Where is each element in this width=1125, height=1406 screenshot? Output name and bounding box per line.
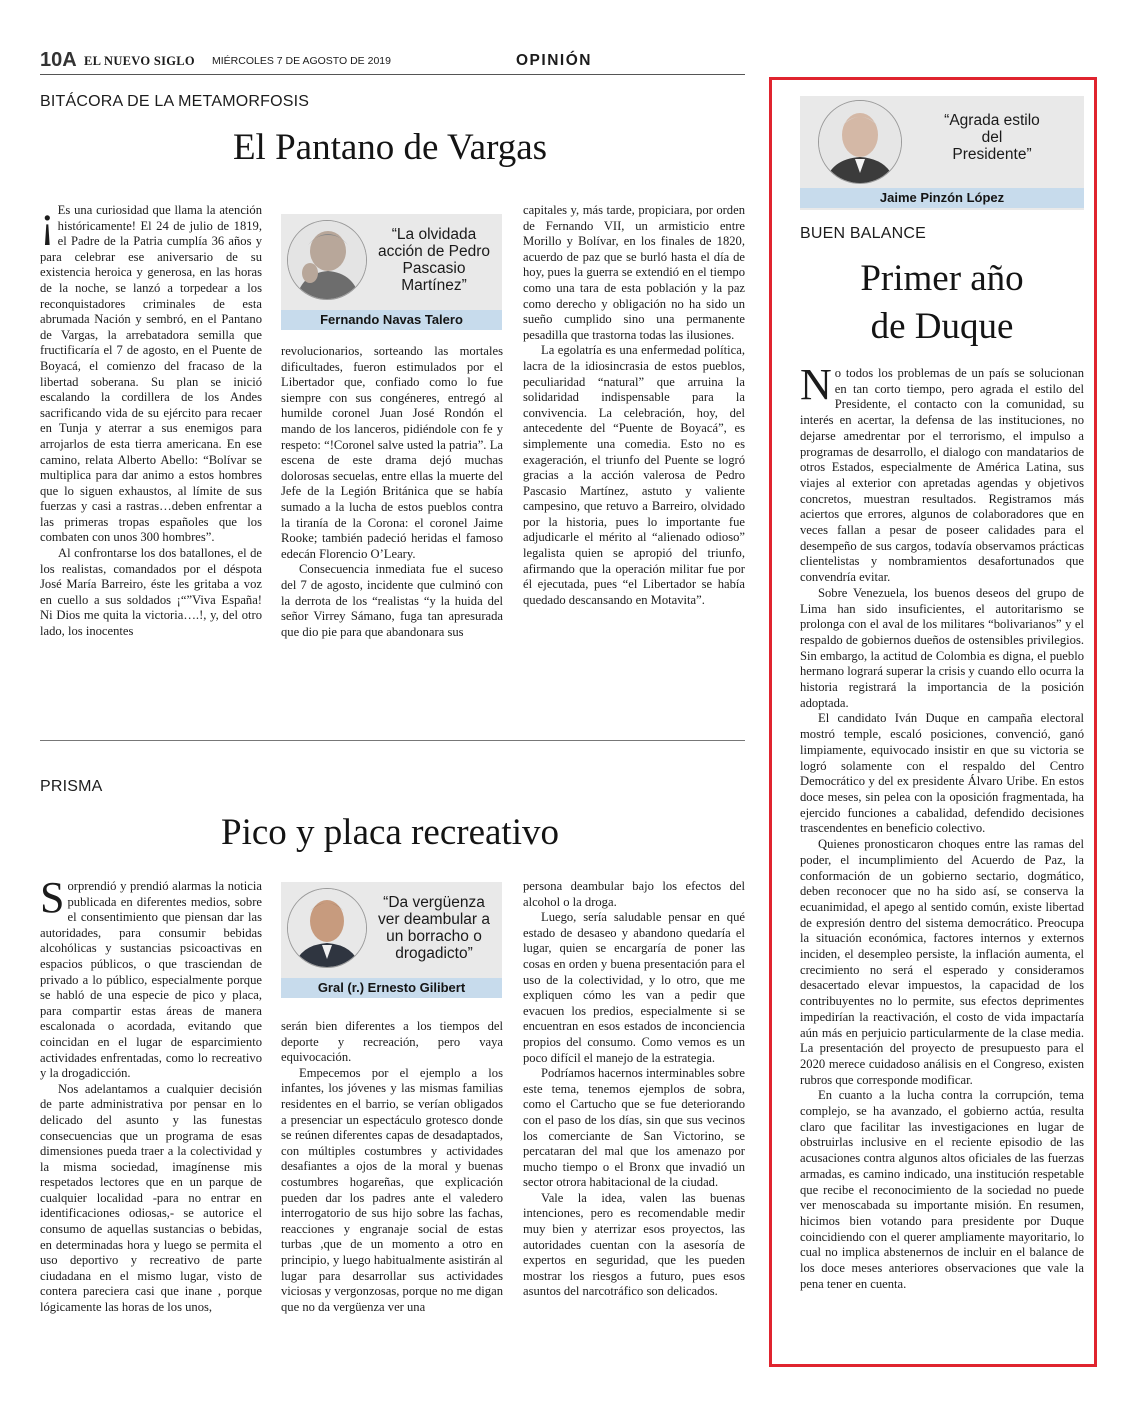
article2-col2-paragraph: serán bien diferentes a los tiempos del deporte y recreación, pero vaya equivocación.	[281, 1019, 503, 1065]
paper-name: EL NUEVO SIGLO	[84, 54, 195, 68]
masthead-rule	[40, 74, 745, 75]
article1-col1-paragraph: Es una curiosidad que llama la atención históricamente! El 24 de julio de 1819, el Padre de la Patria cumplía 36 años y para celebrar ese aniversario de su existencia heroica y generosa, en las horas de la noche, se lanzó a torpedear a los reconquistadores criminales de esta abrumada Nación y sembró, en el Pantano de Vargas, la arrebatadora semilla que fructificaría el 7 de agosto, en el Puente de Boyacá, el comienzo del fracaso de la libertad soberana. Su plan se inició escalando la cordillera de los Andes sacrificando vida de su ejército para recaer en Tunja y aterrar a sus enemigos para arrojarlos de esta tierra americana. En ese camino, relata Alberto Abello: “Bolívar se multiplica para dar animo a estos hombres que lo siguen exhaustos, al límite de sus fuerzas y casi a rastras…deben enfrentar a las primeras tropas españoles que los combaten con unos 300 hombres”.	[40, 203, 262, 545]
portrait-icon	[288, 889, 366, 967]
article1-col3-paragraph: capitales y, más tarde, propiciara, por orden de Fernando VII, un armisticio entre Morillo y Bolívar, en los finales de 1820, acuerdo de paz que se burló hasta el día de hoy, pues la guerra se extendió en el tiempo como una tara de esta población y la paz como derecho y obligación no ha sido un sueño cumplido sino una permanente pesadilla que trastorna todas las ilusiones.	[523, 203, 745, 342]
section-divider	[40, 740, 745, 741]
article2-col1-paragraph: orprendió y prendió alarmas la noticia publicada en diferentes medios, sobre el consentimiento que piensan dar las autoridades, para consumir bebidas alcohólicas y sustancias psicoactivas en espacios públicos, o que trasciendan de privado a lo público, especialmente porque se habló de una especie de pico y placa, para compartir estas áreas de manera escalonada o acordada, evitando que coincidan en el lugar de esparcimiento actividades enfrentadas, como lo recreativo y la drogadicción.	[40, 879, 262, 1081]
article3-dropcap: N	[800, 366, 832, 409]
portrait-icon	[288, 221, 366, 299]
article3-paragraph: En cuanto a la lucha contra la corrupción, tema complejo, se ha avanzado, el gobierno actúa, resulta claro que facilitar las investigaciones en lugar de obstruirlas inclusive en el reciente episodio de las acusaciones contra algunos altos oficiales de las fuerzas armadas, es camino indicado, una institución respetable que recibe el reconocimiento de la sociedad no puede ver menoscabada su importante misión. En resumen, hicimos bien votando para presidente por Duque coincidiendo con el querer ampliamente mayoritario, lo cual no implica abstenernos de incluir en el balance de los doce meses anteriores observaciones que vale la pena tener en cuenta.	[800, 1088, 1084, 1291]
article2-column-3	[523, 879, 745, 1351]
article2-title: Pico y placa recreativo	[221, 812, 559, 853]
article3-kicker: BUEN BALANCE	[800, 225, 926, 242]
article2-column-1	[40, 879, 262, 1351]
article3-quote-box	[800, 96, 1084, 210]
article3-paragraph: Quienes pronosticaron choques entre las ramas del poder, el incumplimiento del Acuerdo de Paz, la conformación de un gobierno sectario, dogmático, deben reconocer que no ha sido así, se conserva la ecuanimidad, el apego al sentido común, existe libertad de expresión dentro del sistema democrático. Preocupa la situación económica, factores internos y externos inciden, el desempleo persiste, la inflación aumenta, el crecimiento no será el esperado y consideramos desacertado elevar impuestos, la capacidad de los contribuyentes no lo permite, sus efectos deprimentes impedirían la reactivación, el costo de vida impactaría aún más en perjuicio particularmente de la clase media. La presentación del proyecto de presupuesto para el 2020 merece cuidadoso análisis en el Congreso, existen rubros que corresponde modificar.	[800, 837, 1084, 1087]
article1-column-3	[523, 203, 745, 678]
article1-title: El Pantano de Vargas	[232, 127, 548, 168]
article2-col1-paragraph: Nos adelantamos a cualquier decisión de parte administrativa por pensar en lo delicado del asunto y las funestas consecuencias que un programa de esas dimensiones pueda traer a la colectividad y la misma sociedad, imagínense mis respetados lectores que en un parque de cualquier localidad -para no entrar en identificaciones odiosas,- se autorice el consumo de aquellas sustancias o bebidas, en determinadas hora y luego se permita el uso deportivo y recreativo de parte ciudadana en el mismo lugar, visto de contera pareciera casi que inane , porque lógicamente las horas de los unos,	[40, 1081, 262, 1315]
portrait-icon	[819, 101, 901, 183]
article3-author: Jaime Pinzón López	[800, 188, 1084, 208]
article2-column-2	[281, 1019, 503, 1351]
article1-col1-paragraph: Al confrontarse los dos batallones, el de los realistas, comandados por el déspota José María Barreiro, éste les gritaba a voz en cuello a sus soldados ¡“”Viva España! Ni Dios me quita la victoria….!, y, del otro lado, los inocentes	[40, 546, 262, 639]
masthead	[40, 49, 745, 73]
article1-column-1	[40, 203, 262, 678]
article2-quote-box	[281, 882, 502, 998]
article2-pull-quote: “Da vergüenza ver deambular a un borracho o drogadicto”	[377, 894, 490, 962]
page-number: 10A	[40, 49, 77, 71]
article3-paragraph: El candidato Iván Duque en campaña electoral mostró temple, escaló posiciones, convenció, ganó limpiamente, equivocado insistir en que su victoria se logró solamente con el respaldo del Centro Democrático y del ex presidente Álvaro Uribe. En estos doce meses, sin pelea con la oposición fragmentada, ha ejercido funciones a cabalidad, defendido decisiones trascendentes en beneficio colectivo.	[800, 711, 1084, 836]
article2-author: Gral (r.) Ernesto Gilibert	[281, 978, 502, 998]
article3-title-line2: de Duque	[870, 306, 1014, 347]
author-photo-navas	[287, 220, 367, 300]
article1-pull-quote: “La olvidada acción de Pedro Pascasio Martínez”	[377, 226, 491, 294]
issue-date: MIÉRCOLES 7 DE AGOSTO DE 2019	[212, 55, 391, 67]
article2-col3-paragraph: persona deambular bajo los efectos del alcohol o la droga.	[523, 879, 745, 909]
article2-col2-paragraph: Empecemos por el ejemplo a los infantes, los jóvenes y las mismas familias residentes en el barrio, se verían obligados a presenciar un espectáculo grotesco donde se reúnen diferentes capas de desadaptados, con múltiples costumbres y actividades desafiantes a ojos de la moral y buenas costumbres hogareñas, que explicación pueden dar los padres ante el valedero interrogatorio de sus hijo sobre las fachas, reacciones y engranaje social de estas turbas ,que de un momento a otro en principio, y luego habitualmente asistirán al lugar para desarrollar sus actividades viciosas y vergonzosas, porque no me digan que no da vergüenza ver una	[281, 1065, 503, 1314]
article1-dropcap: ¡	[40, 203, 55, 246]
article2-col3-paragraph: Luego, sería saludable pensar en qué estado de desaseo y abandono quedaría el lugar, quien se encargaría de poner las cosas en orden y buena presentación para el uso de la colectividad, y lo otro, que me expliquen cómo les van a pedir que evacuen los predios, especialmente si se encuentran en esos estados de inconciencia propios del consumo. Como vemos es un poco difícil el manejo de la estrategia.	[523, 910, 745, 1065]
author-photo-gilibert	[287, 888, 367, 968]
section-name: OPINIÓN	[516, 52, 592, 69]
article1-kicker: BITÁCORA DE LA METAMORFOSIS	[40, 93, 310, 110]
article2-dropcap: S	[40, 879, 65, 922]
article1-quote-box	[281, 214, 502, 330]
article2-kicker: PRISMA	[40, 778, 103, 795]
article3-body	[800, 366, 1084, 1350]
article1-col2-paragraph: revolucionarios, sorteando las mortales dificultades, fueron estimulados por el Libertador que, confiado como lo fue siempre con sus congéneres, entregó al humilde coronel Juan José Rondón el mando de los lanceros, pidiéndole con fe y respeto: “!Coronel salve usted la patria”. La escena de este drama dejó muchas dolorosas secuelas, entre ellas la muerte del Jefe de la Legión Británica que se había sumado a la lucha de estos pueblos contra la tiranía de la Corona: el coronel Jaime Rooke; también padeció heridas el famoso edecán Florencio O’Leary.	[281, 344, 503, 561]
article1-column-2	[281, 344, 503, 678]
article3-pull-quote: “Agrada estilo del Presidente”	[944, 112, 1040, 163]
article1-col2-paragraph: Consecuencia inmediata fue el suceso del 7 de agosto, incidente que culminó con la derrota de los “realistas “y la huida del señor Virrey Sámano, fuga tan apresurada que dio pie para que abandonara sus	[281, 562, 503, 639]
article3-title-line1: Primer año	[860, 258, 1024, 299]
article3-paragraph: Sobre Venezuela, los buenos deseos del grupo de Lima han sido insuficientes, el autoritarismo se prolonga con el aval de los militares “bolivarianos” y el respaldo de gobiernos dueños de ostensibles privilegios. Sin embargo, la actitud de Colombia es digna, el pueblo hermano logrará superar la crisis y cuando ello ocurra la historia registrará la importancia de la posición adoptada.	[800, 585, 1084, 710]
article1-col3-paragraph: La egolatría es una enfermedad política, lacra de la idiosincrasia de estos pueblos, peculiaridad “natural” que arruina la solidaridad indispensable para la convivencia. La celebración, hoy, del antecedente del “Puente de Boyacá”, es simplemente una comedia. Esto no es exageración, el triunfo del Puente se logró gracias a la acción valerosa de Pedro Pascasio Martínez, astuto y valiente campesino, que retuvo a Barreiro, olvidado por la historia, pues lo importante fue adjudicarle el mérito al “alienado odioso” legalista quien se apropió del triunfo, afirmando que la operación militar fue por él ejecutada, pues “el Libertador se había quedado descansando en Motavita”.	[523, 343, 745, 607]
author-photo-pinzon	[818, 100, 902, 184]
article2-col3-paragraph: Podríamos hacernos interminables sobre este tema, tenemos ejemplos de sobra, como el Cartucho que se fue deteriorando con el paso de los días, sin que sus vecinos los comerciante de San Victorino, se percataran del mal que los amenazo por mucho tiempo o el Bronx que invadió un sector otrora habitacional de la ciudad.	[523, 1066, 745, 1190]
article1-author: Fernando Navas Talero	[281, 310, 502, 330]
article2-col3-paragraph: Vale la idea, valen las buenas intenciones, pero es recomendable medir muy bien y aterrizar esos proyectos, las autoridades cuentan con la asesoría de expertos en seguridad, que les pueden mostrar los riesgos a futuro, pues esos asuntos del narcotráfico son delicados.	[523, 1190, 745, 1299]
article3-paragraph: o todos los problemas de un país se solucionan en tan corto tiempo, pero agrada el estilo del Presidente, el contacto con la comunidad, su interés en acertar, la defensa de las instituciones, no dejarse amedrentar por el terrorismo, el impulso a programas de desarrollo, el dialogo con mandatarios de otros Estados, especialmente de América Latina, sus viajes al exterior con apretadas agendas y objetivos concretos, muestran resultados. Registramos más aciertos que errores, algunos de colaboradores que en veces fallan a pesar de poseer calidades para el desempeño de sus cargos, todavía observamos prácticas clientelistas y nombramientos desafortunados que convendría evitar.	[800, 366, 1084, 585]
